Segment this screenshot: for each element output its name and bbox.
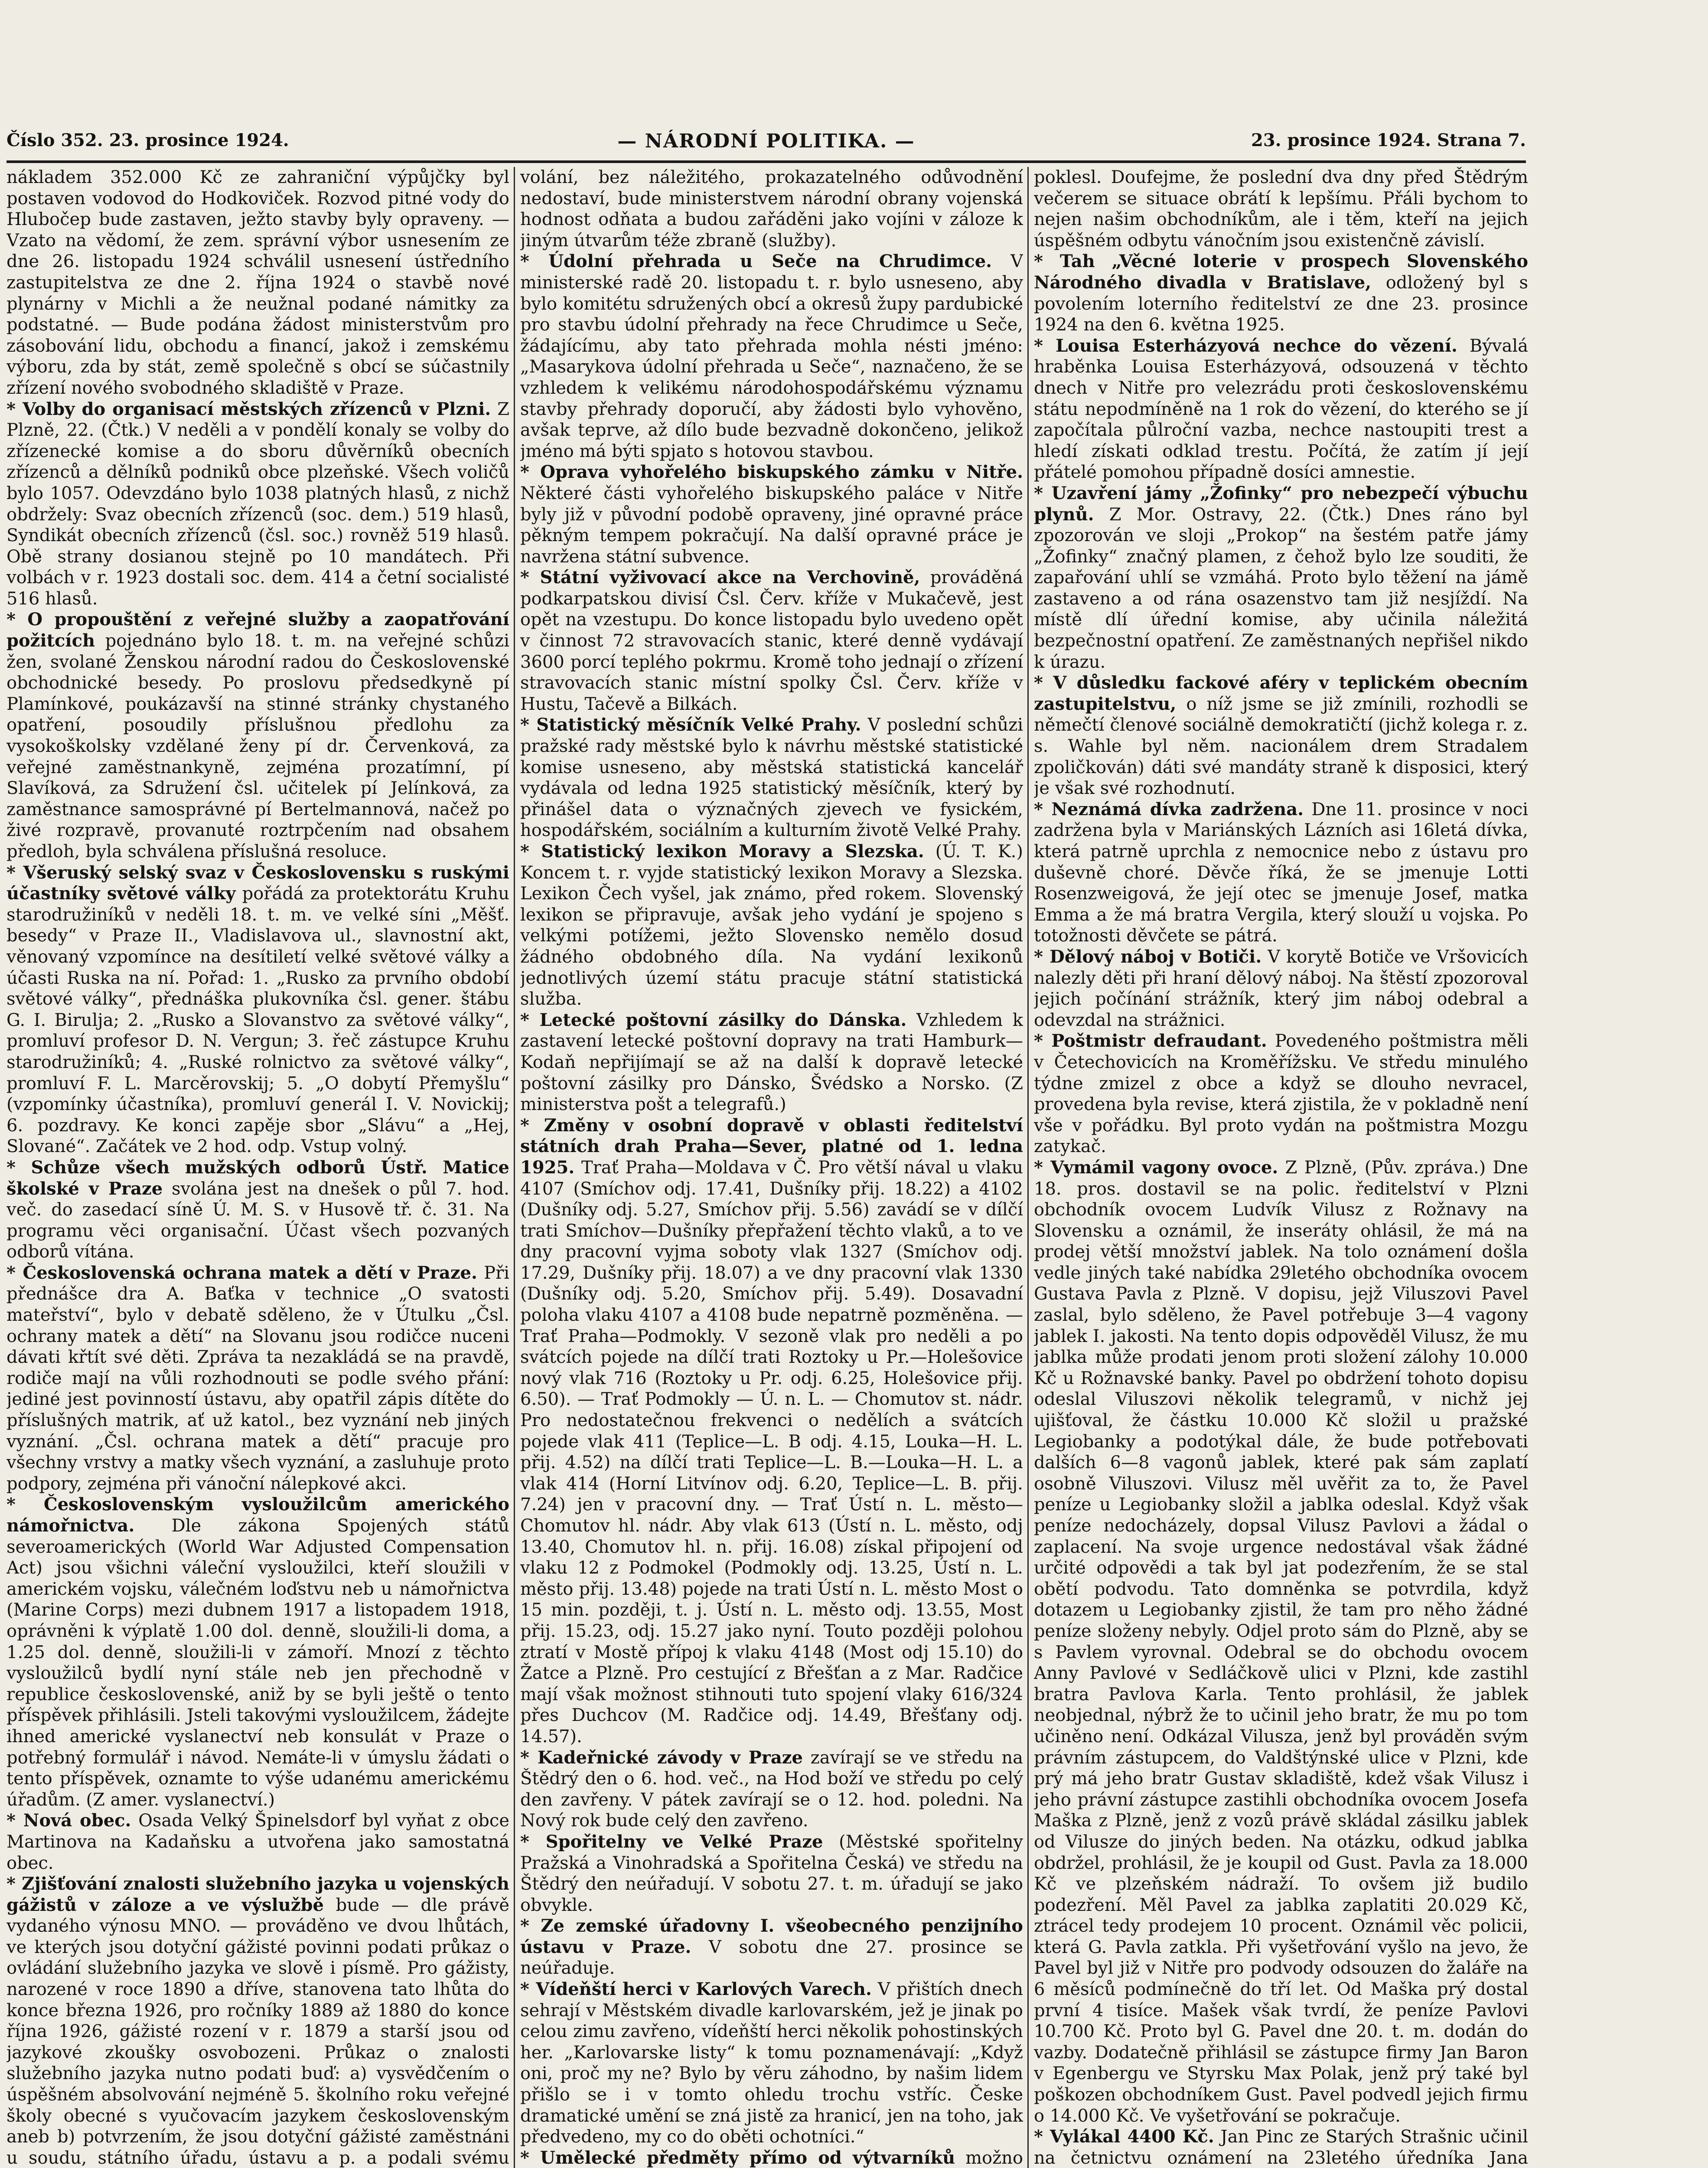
article-headline: * Oprava vyhořelého biskupského zámku v Nitře. <box>520 462 1023 483</box>
article-paragraph <box>7 1874 509 2168</box>
article-paragraph <box>7 1810 509 1874</box>
column-3 <box>1034 167 1528 2168</box>
article-headline: * Louisa Esterházyová nechce do vězení. <box>1034 335 1457 356</box>
article-paragraph <box>1034 799 1528 947</box>
article-text: nákladem 352.000 Kč ze zahraniční výpůjčky byl postaven vodovod do Hodkoviček. Rozvod pitné vody do Hlubočep bude zastaven, ježto stavby byly opraveny. — Vzato na vědomí, že zem. správní výbor usnesením ze dne 26. listopadu 1924 schválil usnesení ústředního zastupitelstva ze dne 2. října 1924 o stavbě nové plynárny v Michli a že neužnal podané námitky za podstatné. — Bude podána žádost ministerstvům pro zásobování lidu, obchodu a financí, jakož i zemskému výboru, zda by stát, země společně s obcí se súčastnily zřízení nového svobodného skladiště v Praze. <box>7 167 509 398</box>
article-text: možno <box>965 2148 1023 2168</box>
article-text: svolána jest na dnešek o půl 7. hod. več. do zasedací síně Ú. M. S. v Husově tř. č. 31. Na programu věci organisační. Účast všech pozvaných odborů vítána. <box>7 1179 509 1262</box>
article-text: Osada Velký Špinelsdorf byl vyňat z obce Martinova na Kadaňsku a utvořena jako samostatná obec. <box>7 1811 509 1873</box>
article-paragraph <box>1034 673 1528 799</box>
article-paragraph <box>520 167 1023 251</box>
article-paragraph <box>520 715 1023 841</box>
article-text: (Městské spořitelny Pražská a Vinohradská a Spořitelna Česká) ve středu na Štědrý den neúřadují. V sobotu 27. t. m. úřadují se jako obvykle. <box>520 1832 1023 1915</box>
article-paragraph <box>7 862 509 1157</box>
article-paragraph <box>520 1916 1023 1979</box>
article-headline: * Všeruský selský svaz v Československu s ruskými účastníky světové války <box>7 862 509 904</box>
article-paragraph <box>1034 167 1528 251</box>
article-text: Při přednášce dra A. Baťka v technice „O svatosti mateřství“, bylo v debatě sděleno, že v Útulku „Čsl. ochrany matek a dětí“ na Slovanu jsou rodičce nuceni dávati křtít své děti. Zpráva ta nezakládá se na pravdě, rodiče mají na vůli rozhodnouti se podle svého přání: jediné jest povinností ústavu, aby opatřil zápis dítěte do příslušných matrik, ať už katol., bez vyznání neb jiných vyznání. „Čsl. ochrana matek a dětí“ pracuje pro všechny vrstvy a matky všech vyznání, a zasluhuje proto podpory, zejména při vánoční nálepkové akci. <box>7 1263 509 1494</box>
article-headline: * Statistický měsíčník Velké Prahy. <box>520 715 861 735</box>
article-paragraph <box>520 1010 1023 1115</box>
article-text: V korytě Botiče ve Vršovicích nalezly děti při hraní dělový náboj. Na štěstí zpozoroval jejich počínání strážník, který jim náboj odebral a odevzdal na strážnici. <box>1034 947 1528 1030</box>
article-headline: * Změny v osobní dopravě v oblasti ředitelství státních drah Praha—Sever, platné od 1. ledna 1925. <box>520 1115 1023 1178</box>
article-paragraph <box>520 1832 1023 1916</box>
article-headline: * Tah „Věcné loterie v prospech Slovenského Národného divadla v Bratislave, <box>1034 251 1528 293</box>
article-text: Povedeného poštmistra měli v Četechovicích na Kroměřížsku. Ve středu minulého týdne zmizel z obce a když se dlouho nevracel, provedena byla revise, která zjistila, že v pokladně není vše v pořádku. Byl proto vydán na poštmistra Mozgu zatykač. <box>1034 1031 1528 1157</box>
article-text: Z Plzně, (Pův. zpráva.) Dne 18. pros. dostavil se na polic. ředitelství v Plzni obchodník ovocem Ludvík Vilusz z Rožnavy na Slovensku a oznámil, že inseráty ohlásil, že má na prodej větší množství jablek. Na tolo oznámení došla vedle jiných také nabídka 29letého obchodníka ovocem Gustava Pavla z Plzně. V dopisu, jejž Viluszovi Pavel zaslal, bylo sděleno, že Pavel potřebuje 3—4 vagony jablek I. jakosti. Na tento dopis odpověděl Vilusz, že mu jablka může prodati jenom proti složení zálohy 10.000 Kč u Rožnavské banky. Pavel po obdržení tohoto dopisu odeslal Viluszovi několik telegramů, v nichž jej ujišťoval, že částku 10.000 Kč složil u pražské Legiobanky a podotýkal dále, že bude potřebovati dalších 6—8 vagonů jablek, které pak sám zaplatí osobně Viluszovi. Vilusz měl uvěřit za to, že Pavel peníze u Legiobanky složil a jablka odeslal. Když však peníze nedocházely, dopsal Vilusz Pavlovi a žádal o zaplacení. Na svoje urgence nedostával však žádné určité odpovědi a tak byl jat podezřením, že se stal obětí podvodu. Tato domněnka se potvrdila, když dotazem u Legiobanky zjistil, že tam pro něho žádné peníze složeny nebyly. Odjel proto sám do Plzně, aby se s Pavlem vyrovnal. Odebral se do obchodu ovocem Anny Pavlové v Sedláčkově ulici v Plzni, kde zastihl bratra Pavlova Karla. Tento prohlásil, že jablek neobjednal, nýbrž že to učinil jeho bratr, že mu po tom učiněno není. Odkázal Vilusza, jenž byl prováděn svým právním zástupcem, do Valdštýnské ulice v Plzni, kde prý má jeho bratr Gustav skladiště, kdež však Vilusz i jeho právní zástupce zastihli obchodníka ovocem Josefa Maška z Plzně, jenž z vozů právě skládal zásilku jablek od Vilusze do jiných beden. Na otázku, odkud jablka obdržel, prohlásil, že je koupil od Gust. Pavla za 18.000 Kč ve plzeňském nádraží. To ovšem již budilo podezření. Měl Pavel za jablka zaplatiti 20.029 Kč, ztrácel tedy prodejem 10 procent. Oznámil věc policii, která G. Pavla zatkla. Při vyšetřování vyšlo na jevo, že Pavel byl již v Nitře pro podvody odsouzen do žaláře na 6 měsíců podmínečně do tří let. Od Maška prý dostal první 4 tisíce. Mašek však tvrdí, že peníze Pavlovi 10.700 Kč. Proto byl G. Pavel dne 20. t. m. dodán do vazby. Dodatečně přihlásil se zástupce firmy Jan Baron v Egenbergu ve Styrsku Max Polak, jenž prý také byl poškozen obchodníkem Gust. Pavel podvedl jejich firmu o 14.000 Kč. Ve vyšetřování se pokračuje. <box>1034 1157 1528 2126</box>
article-text: Jan Pinc ze Starých Strašnic učinil na četnictvu oznámení na 23letého úředníka Jana <box>1034 2127 1528 2168</box>
column-1 <box>7 167 509 2168</box>
article-paragraph <box>7 1494 509 1810</box>
article-headline: * Československým vysloužilcům amerického námořnictva. <box>7 1494 509 1536</box>
article-paragraph <box>520 251 1023 462</box>
article-paragraph <box>1034 251 1528 335</box>
header-issue-date: Číslo 352. 23. prosince 1924. <box>7 130 289 150</box>
header-masthead: — NÁRODNÍ POLITIKA. — <box>617 130 915 152</box>
article-paragraph <box>1034 1031 1528 1157</box>
article-text: pořádá za protektorátu Kruhu starodružiníků v neděli 18. t. m. ve velké síni „Měšť. besedy“ v Praze II., Vladislavova ul., slavnostní akt, věnovaný vzpomínce na desítiletí velké světové války a účasti Ruska na ní. Pořad: 1. „Rusko za prvního období světové války“, přednáška plukovníka čsl. gener. štábu G. I. Birulja; 2. „Rusko a Slovanstvo za světové války“, promluví profesor D. N. Vergun; 3. řeč zástupce Kruhu starodružiníků; 4. „Ruské rolnictvo za světové války“, promluví F. L. Marcěrovskij; 5. „O dobytí Přemyšlu“ (vzpomínky účastníka), promluví generál I. V. Novickij; 6. pozdravy. Ke konci zapěje sbor „Slávu“ a „Hej, Slované“. Začátek ve 2 hod. odp. Vstup volný. <box>7 884 509 1157</box>
page-header <box>7 130 1526 156</box>
article-headline: * Zjišťování znalosti služebního jazyka u vojenských gážistů v záloze a ve výslužbě <box>7 1874 509 1915</box>
article-text: (Ú. T. K.) Koncem t. r. vyjde statistický lexikon Moravy a Slezska. Lexikon Čech vyšel, jak známo, před rokem. Slovenský lexikon se připravuje, avšak jeho vydání je spojeno s velkými potížemi, ježto Slovensko nemělo dosud žádného obdobného díla. Na vydání lexikonů jednotlivých území státu pracuje státní statistická služba. <box>520 842 1023 1009</box>
article-text: pojednáno bylo 18. t. m. na veřejné schůzi žen, svolané Ženskou národní radou do Československé obchodnické besedy. Po proslovu předsedkyně pí Plamínkové, poukázavší na stinné stránky chystaného opatření, posoudily příslušnou předlohu za vysokoškolsky vzdělané ženy pí dr. Červenková, za veřejné zaměstnankyně, zejména prozatímní, pí Slavíková, za Sdružení čsl. učitelek pí Jelínková, za zaměstnance samosprávné pí Bertelmannová, načež po živé rozpravě, provanuté roztrpčením nad obsahem předloh, byla schválena příslušná resoluce. <box>7 631 509 862</box>
article-headline: * Vídeňští herci v Karlových Varech. <box>520 1979 872 2000</box>
article-headline: * Neznámá dívka zadržena. <box>1034 799 1304 820</box>
article-paragraph <box>520 2148 1023 2168</box>
article-text: Z Plzně, 22. (Čtk.) V neděli a v pondělí konaly se volby do zřízenecké komise a do sboru důvěrníků obecních zřízenců a dělníků podniků obce plzeňské. Všech voličů bylo 1057. Odevzdáno bylo 1038 platných hlasů, z nichž obdržely: Svaz obecních zřízenců (soc. dem.) 519 hlasů, Syndikát obecních zřízenců (čsl. soc.) rovněž 519 hlasů. Obě strany dosianou stejně po 10 mandátech. Při volbách v r. 1923 dostali soc. dem. 414 a četní socialisté 516 hlasů. <box>7 399 509 609</box>
article-paragraph <box>520 462 1023 567</box>
article-headline: * Volby do organisací městských zřízenců v Plzni. <box>7 398 491 419</box>
article-headline: * Nová obec. <box>7 1810 131 1831</box>
article-text: Dle zákona Spojených států severoamerických (World War Adjusted Compensation Act) jsou všichni váleční vysloužilci, kteří sloužili v americkém vojsku, válečném loďstvu neb u námořnictva (Marine Corps) mezi dubnem 1917 a listopadem 1918, oprávněni k výplatě 1.00 dol. denně, sloužili-li doma, a 1.25 dol. denně, sloužili-li v zámoří. Mnozí z těchto vysloužilců bydlí nyní stále neb jen přechodně v republice československé, aniž by se byli ještě o tento příspěvek přihlásili. Jsteli takovými vysloužilcem, žádejte ihned americké vyslanectví neb konsulát v Praze o potřebný formulář i návod. Nemáte-li v úmyslu žádati o tento příspěvek, oznamte to výše udanému americkému úřadům. (Z amer. vyslanectví.) <box>7 1516 509 1810</box>
article-paragraph <box>520 1115 1023 1747</box>
article-headline: * Statistický lexikon Moravy a Slezska. <box>520 841 924 862</box>
article-headline: * Vylákal 4400 Kč. <box>1034 2126 1214 2147</box>
article-headline: * Umělecké předměty přímo od výtvarníků <box>520 2147 955 2168</box>
article-paragraph <box>520 567 1023 715</box>
article-text: Trať Praha—Moldava v Č. Pro větší nával u vlaku 4107 (Smíchov odj. 17.41, Dušníky přij. 18.22) a 4102 (Dušníky odj. 5.27, Smíchov přij. 5.56) zavádí se v dílčí trati Smíchov—Dušníky přepřažení těchto vlaků, a to ve dny pracovní vyjma soboty vlak 1327 (Smíchov odj. 17.29, Dušníky přij. 18.07) a ve dny pracovní vlak 1330 (Dušníky odj. 5.20, Smíchov přij. 5.49). Dosavadní poloha vlaku 4107 a 4108 bude nepatrně pozměněna. — Trať Praha—Podmokly. V sezoně vlak pro neděli a po svátcích pojede na dílčí trati Roztoky u Pr.—Holešovice nový vlak 716 (Roztoky u Pr. odj. 6.25, Holešovice přij. 6.50). — Trať Podmokly — Ú. n. L. — Chomutov st. nádr. Pro nedostatečnou frekvenci o nedělích a svátcích pojede vlak 411 (Teplice—L. B odj. 4.15, Louka—H. L. přij. 4.52) na dílčí trati Teplice—L. B.—Louka—H. L. a vlak 414 (Horní Litvínov odj. 6.20, Teplice—L. B. přij. 7.24) jen v pracovní dny. — Trať Ústí n. L. město—Chomutov hl. nádr. Aby vlak 613 (Ústí n. L. město, odj 13.40, Chomutov hl. n. přij. 16.08) získal připojení od vlaku 12 z Podmokel (Podmokly odj. 13.25, Ústí n. L. město přij. 13.48) pojede na trati Ústí n. L. město Most o 15 min. později, t. j. Ústí n. L. město odj. 13.55, Most přij. 15.23, odj. 15.27 jako nyní. Touto později polohou ztratí v Mostě přípoj k vlaku 4148 (Most odj 15.10) do Žatce a Plzně. Pro cestující z Břešťan a z Mar. Radčice mají však možnost stihnouti tuto spojení vlaky 616/324 přes Duchcov (M. Radčice odj. 14.49, Břešťany odj. 14.57). <box>520 1157 1023 1747</box>
article-headline: * Údolní přehrada u Seče na Chrudimce. <box>520 251 992 272</box>
column-divider <box>1027 167 1029 2168</box>
article-paragraph <box>7 167 509 399</box>
article-headline: * Poštmistr defraudant. <box>1034 1031 1267 1051</box>
article-text: o níž jsme se již zmínili, rozhodli se němečtí členové sociálně demokratičtí (jichž kolega r. z. s. Wahle byl něm. nacionálem drem Stradalem zpoličkován) dáti své mandáty straně k disposici, který je však své rozhodnutí. <box>1034 694 1528 799</box>
article-paragraph <box>1034 2126 1528 2168</box>
article-text: V přištích dnech sehrají v Městském divadle karlovarském, jež je jinak po celou zimu zavřeno, vídeňští herci několik pohostinských her. „Karlovarske listy“ k tomu poznamenávají: „Když oni, proč my ne? Bylo by věru záhodno, by našim lidem přišlo se i v tomto ohledu trochu vstříc. Česke dramatické umění se zná jistě za hranicí, jen na toho, jak předvedeno, my co do oběti ochotníci.“ <box>520 1979 1023 2147</box>
header-page-number: 23. prosince 1924. Strana 7. <box>1251 130 1526 150</box>
article-text: V poslední schůzi pražské rady městské bylo k návrhu městské statistické komise usneseno, aby městská statistická kancelář vydávala od ledna 1925 statistický měsíčník, který by přinášel data o význačných zjevech ve fysickém, hospodářském, sociálním a kulturním životě Velké Prahy. <box>520 715 1023 841</box>
article-text: prováděná podkarpatskou divisí Čsl. Červ. kříže v Mukačevě, jest opět na vzestupu. Do konce listopadu bylo uvedeno opět v činnost 72 stravovacích stanic, které denně vydávají 3600 porcí teplého pokrmu. Kromě toho jednají o zřízení stravovacích stanic místní spolky Čsl. Červ. kříže v Hustu, Tačevě a Bilkách. <box>520 568 1023 714</box>
article-headline: * Státní vyživovací akce na Verchovině, <box>520 567 920 588</box>
article-paragraph <box>7 609 509 862</box>
article-text: poklesl. Doufejme, že poslední dva dny před Štědrým večerem se situace obrátí k lepšímu. Přáli bychom to nejen našim obchodníkům, ale i těm, kteří na jejich úspěšném odbytu vánočním jsou existenčně závislí. <box>1034 167 1528 251</box>
article-text: volání, bez náležitého, prokazatelného odůvodnění nedostaví, bude ministerstvem národní obrany vojenská hodnost odňata a budou zařáděni jako vojíni v záloze k jiným útvarům téže zbraně (služby). <box>520 167 1023 251</box>
article-headline: * V důsledku fackové aféry v teplickém obecním zastupitelstvu, <box>1034 673 1528 714</box>
article-paragraph <box>520 1979 1023 2148</box>
article-headline: * Vymámil vagony ovoce. <box>1034 1157 1278 1178</box>
article-paragraph <box>520 841 1023 1010</box>
article-headline: * Ze zemské úřadovny I. všeobecného penzijního ústavu v Praze. <box>520 1916 1023 1957</box>
article-text: odložený byl s povolením loterního ředitelství ze dne 23. prosince 1924 na den 6. května 1925. <box>1034 272 1528 335</box>
article-text: Některé části vyhořelého biskupského paláce v Nitře byly již v původní podobě opraveny, jiné opravné práce pěkným tempem pokračují. Na další opravné práce je navržena státní subvence. <box>520 483 1023 567</box>
article-text: Bývalá hraběnka Louisa Esterházyová, odsouzená v těchto dnech v Nitře pro velezrádu proti československému státu nepodmíněně na 1 rok do vězení, do kterého se jí započítala půlroční vazba, nechce nastoupiti trest a hledí získati odklad trestu. Počítá, že zatím jí její přátelé pomohou případně dosíci amnestie. <box>1034 336 1528 483</box>
article-paragraph <box>1034 1157 1528 2126</box>
column-2 <box>520 167 1023 2168</box>
column-divider <box>514 167 515 2168</box>
article-text: V sobotu dne 27. prosince se neúřaduje. <box>520 1937 1023 1979</box>
article-paragraph <box>520 1747 1023 1832</box>
article-text: zavírají se ve středu na Štědrý den o 6. hod. več., na Hod boží ve středu po celý den zavřeny. V pátek zavírají se o 12. hod. poledni. Na Nový rok bude celý den zavřeno. <box>520 1747 1023 1831</box>
article-headline: * Československá ochrana matek a dětí v Praze. <box>7 1262 477 1283</box>
article-text: bude — dle právě vydaného výnosu MNO. — prováděno ve dvou lhůtách, ve kterých jsou dotyční gážisté povinni podati průkaz o ovládání služebního jazyka ve slově i písmě. Pro gážisty, narozené v roce 1890 a dříve, stanovena tato lhůta do konce března 1926, pro ročníky 1889 až 1880 do konce října 1926, gážisté rození v r. 1879 a starší jsou od jazykové zkoušky osvobozeni. Průkaz o znalosti služebního jazyka nutno podati buď: a) vysvědčením o úspěšném absolvování nejméně 5. školního roku veřejné školy obecné s vyučovacím jazykem československým aneb b) potvrzením, že jsou dotyční gážisté zaměstnáni u soudu, státního úřadu, ústavu a p. a podali svému <box>7 1895 509 2168</box>
article-headline: * Schůze všech mužských odborů Ústř. Matice školské v Praze <box>7 1157 509 1199</box>
header-rule <box>7 160 1526 163</box>
article-headline: * Uzavření jámy „Žofinky“ pro nebezpečí výbuchu plynů. <box>1034 483 1528 525</box>
article-paragraph <box>7 399 509 610</box>
article-paragraph <box>7 1157 509 1263</box>
article-text: Vzhledem k zastavení letecké poštovní dopravy na trati Hamburk—Kodaň nepřijímají se až na další k dopravě letecké poštovní zásilky pro Dánsko, Švédsko a Norsko. (Z ministerstva pošt a telegrafů.) <box>520 1010 1023 1115</box>
article-paragraph <box>7 1263 509 1495</box>
article-headline: * Dělový náboj v Botiči. <box>1034 946 1262 967</box>
article-headline: * Spořitelny ve Velké Praze <box>520 1831 823 1852</box>
article-paragraph <box>1034 483 1528 673</box>
article-paragraph <box>1034 336 1528 483</box>
article-paragraph <box>1034 947 1528 1031</box>
article-text: Z Mor. Ostravy, 22. (Čtk.) Dnes ráno byl zpozorován ve sloji „Prokop“ na šestém patře jámy „Žofinky“ značný plamen, z čehož bylo lze souditi, že zapařování uhlí se vzmáhá. Proto bylo těžení na jámě zastaveno a od rána osazenstvo tam již nesjíždí. Na místě dlí úřední komise, aby učinila náležitá bezpečnostní opatření. Ze zaměstnaných nepřišel nikdo k úrazu. <box>1034 504 1528 672</box>
article-headline: * O propouštění z veřejné služby a zaopatřování požitcích <box>7 609 509 651</box>
article-headline: * Kadeřnické závody v Praze <box>520 1747 803 1768</box>
article-text: Dne 11. prosince v noci zadržena byla v Mariánských Lázních asi 16letá dívka, která patrně uprchla z nemocnice nebo z ústavu pro duševně choré. Děvče říká, že se jmenuje Lotti Rosenzweigová, že její otec se jmenuje Josef, matka Emma a že má bratra Vergila, který slouží u vojska. Po totožnosti děvčete se pátrá. <box>1034 799 1528 946</box>
article-headline: * Letecké poštovní zásilky do Dánska. <box>520 1009 907 1030</box>
article-text: V ministerské radě 20. listopadu t. r. bylo usneseno, aby bylo komitétu sdružených obcí a okresů župy pardubické pro stavbu údolní přehrady na řece Chrudimce u Seče, žádajícímu, aby tato přehrada mohla nésti jméno: „Masarykova údolní přehrada u Seče“, naznačeno, že se vzhledem k velikému národohospodářskému významu stavby přehrady doporučí, aby žádosti bylo vyhověno, avšak teprve, až dílo bude bezvadně dokončeno, jelikož jméno má býti spjato s hotovou stavbou. <box>520 251 1023 461</box>
